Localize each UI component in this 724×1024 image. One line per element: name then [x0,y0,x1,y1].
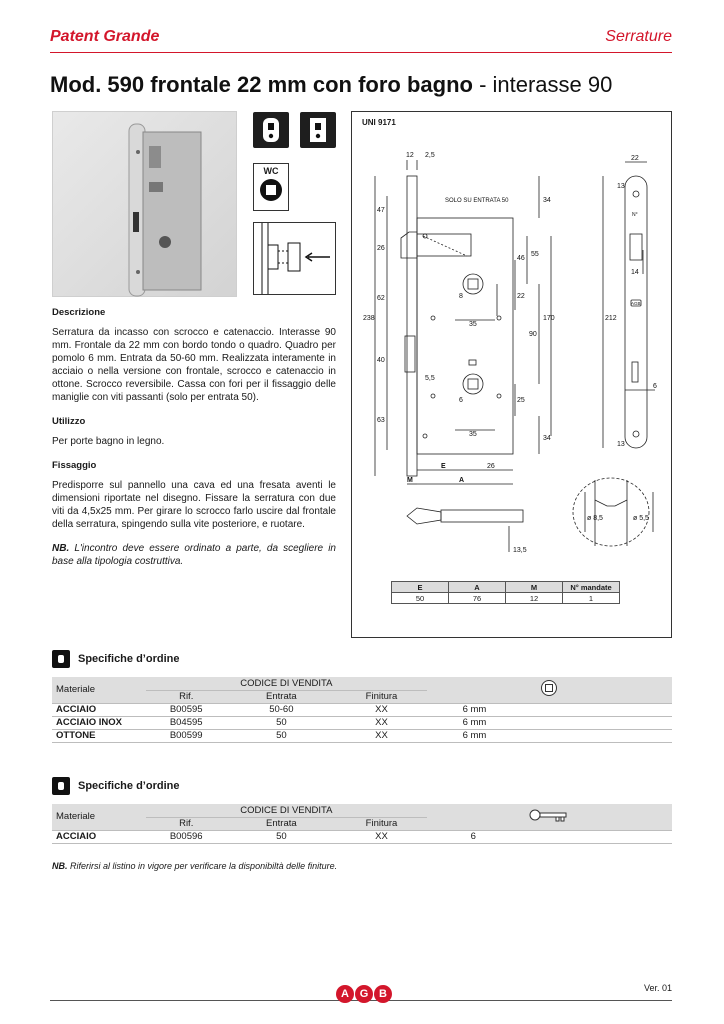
dim-90: 90 [529,331,537,338]
row-spindle: 6 mm [427,716,672,729]
row-spindle: 6 mm [427,703,672,716]
rounded-faceplate-icon [52,650,70,668]
dim-35-top: 35 [469,321,477,328]
dim-14: 14 [631,269,639,276]
row-material: OTTONE [52,729,146,742]
square-faceplate-icon [300,112,336,148]
order-table-2-head [52,804,672,817]
table-row [52,716,672,729]
col-material: Materiale [52,804,146,830]
row-finish: XX [336,830,426,843]
dim-170: 170 [543,315,555,322]
description-text: Serratura da incasso con scrocco e catenaccio. Interasse 90 mm. Frontale da 22 mm con bordo tondo o quadro. Quadro per pomolo 6 mm. Entrata da 50-60 mm. Realizzata interamente in acciaio o nella versione con frontale, scrocco e catenaccio in ottone. Scrocco reversibile. Cassa con fori per il fissaggio delle maniglie con viti passanti (solo per entrata 50). [52,327,336,403]
key-icon [427,804,672,830]
dim-13-5: 13,5 [513,547,527,554]
series-name: Patent Grande [50,28,160,45]
dim-22: 22 [631,155,639,162]
dim-12: 12 [406,152,414,159]
reversible-latch-icon [253,222,336,295]
dimension-table-header [392,582,620,593]
row-spindle: 6 mm [427,729,672,742]
dimension-table-row [392,593,620,604]
dim-62: 62 [377,295,385,302]
header-divider [50,52,672,53]
dim-34-top: 34 [543,197,551,204]
standard-label: UNI 9171 [362,118,396,127]
table-row [52,729,672,742]
page-header [50,28,672,52]
col-finish: Finitura [336,817,426,830]
dim-col-a: A [449,582,506,593]
note2-text: Riferirsi al listino in vigore per verificare la disponibiltà delle finiture. [67,861,338,871]
page-title [50,72,612,98]
version-label: Ver. 01 [643,983,672,993]
dim-val-e: 50 [392,593,449,604]
order-table-1 [52,677,672,743]
description-heading: Descrizione [52,307,106,318]
note2-label: NB. [52,861,68,871]
dim-26-bottom: 26 [487,463,495,470]
dim-35-bottom: 35 [469,431,477,438]
row-material: ACCIAIO [52,830,146,843]
fixing-heading: Fissaggio [52,460,97,471]
row-key: 6 [427,830,672,843]
row-entry: 50-60 [226,703,336,716]
dim-13-top: 13 [617,183,625,190]
row-material: ACCIAIO [52,703,146,716]
dim-diam-8-5: ø 8,5 [587,515,603,522]
dim-5-5: 5,5 [425,375,435,382]
square-spindle-icon [427,677,672,703]
dim-55: 55 [531,251,539,258]
spec1-title: Specifiche d’ordine [78,653,180,665]
order-table-2 [52,804,672,844]
dim-26-left: 26 [377,245,385,252]
square-faceplate-icon [52,777,70,795]
col-entry: Entrata [226,817,336,830]
row-ref: B00599 [146,729,226,742]
dim-6: 6 [459,397,463,404]
col-finish: Finitura [336,690,426,703]
note-text: L'incontro deve essere ordinato a parte, da scegliere in base alla tipologia costruttiva. [52,543,336,567]
usage-text: Per porte bagno in legno. [52,436,165,447]
dim-63: 63 [377,417,385,424]
dim-col-mandate: N° mandate [563,582,620,593]
row-entry: 50 [226,716,336,729]
row-entry: 50 [226,830,336,843]
dim-col-m: M [506,582,563,593]
dim-13-bottom: 13 [617,441,625,448]
row-material: ACCIAIO INOX [52,716,146,729]
order-spec-heading-1 [52,650,179,668]
wc-icon [253,163,289,211]
col-material: Materiale [52,677,146,703]
row-ref: B04595 [146,716,226,729]
spec2-title: Specifiche d’ordine [78,780,180,792]
row-ref: B00596 [146,830,226,843]
row-ref: B00595 [146,703,226,716]
order-spec-heading-2 [52,777,179,795]
title-suffix: - interasse 90 [472,72,613,97]
dim-m: M [407,477,413,484]
dim-25: 25 [517,397,525,404]
dim-e: E [441,463,446,470]
dim-val-m: 12 [506,593,563,604]
dim-22-mid: 22 [517,293,525,300]
strike-note [52,542,336,568]
availability-note [52,861,337,871]
dim-46: 46 [517,255,525,262]
row-entry: 50 [226,729,336,742]
order-table-1-head [52,677,672,690]
row-finish: XX [336,703,426,716]
dim-a: A [459,477,465,484]
table-row [52,703,672,716]
faceplate-number-mark: N° [632,212,638,218]
agb-logo [336,985,392,1003]
product-photo [52,111,237,297]
faceplate-brand-mark: AGB [631,301,641,306]
row-finish: XX [336,729,426,742]
lock-dimension-drawing [355,140,667,580]
dim-238: 238 [363,315,375,322]
logo-letter-b: B [374,985,392,1003]
col-sales-code: CODICE DI VENDITA [146,804,426,817]
dim-47: 47 [377,207,385,214]
row-finish: XX [336,716,426,729]
logo-letter-a: A [336,985,354,1003]
usage-heading: Utilizzo [52,416,86,427]
category-name: Serrature [605,28,672,45]
col-entry: Entrata [226,690,336,703]
description-section [52,306,336,579]
col-ref: Rif. [146,690,226,703]
dim-8: 8 [459,293,463,300]
title-bold: Mod. 590 frontale 22 mm con foro bagno [50,72,473,97]
logo-letter-g: G [355,985,373,1003]
wc-label: WC [263,166,279,176]
entry-note: SOLO SU ENTRATA 50 [445,198,509,204]
dim-col-e: E [392,582,449,593]
table-row [52,830,672,843]
lock-photo-illustration [53,112,238,298]
dim-2-5: 2,5 [425,152,435,159]
dim-val-mandate: 1 [563,593,620,604]
dim-6-right: 6 [653,383,657,390]
dim-40: 40 [377,357,385,364]
rounded-faceplate-icon [253,112,289,148]
col-sales-code: CODICE DI VENDITA [146,677,426,690]
col-ref: Rif. [146,817,226,830]
dim-val-a: 76 [449,593,506,604]
dim-34-bottom: 34 [543,435,551,442]
note-label: NB. [52,543,70,554]
dim-diam-5-5: ø 5,5 [633,515,649,522]
dim-212: 212 [605,315,617,322]
fixing-text: Predisporre sul pannello una cava ed una fresata aventi le dimensioni riportate nel disegno. Fissare la serratura con due viti da 4,5x25 mm. Per girare lo scrocco farlo uscire dal frontale della serratura, spingendo sulla vite posteriore, e ruotare. [52,480,336,530]
dimension-table [391,581,620,604]
